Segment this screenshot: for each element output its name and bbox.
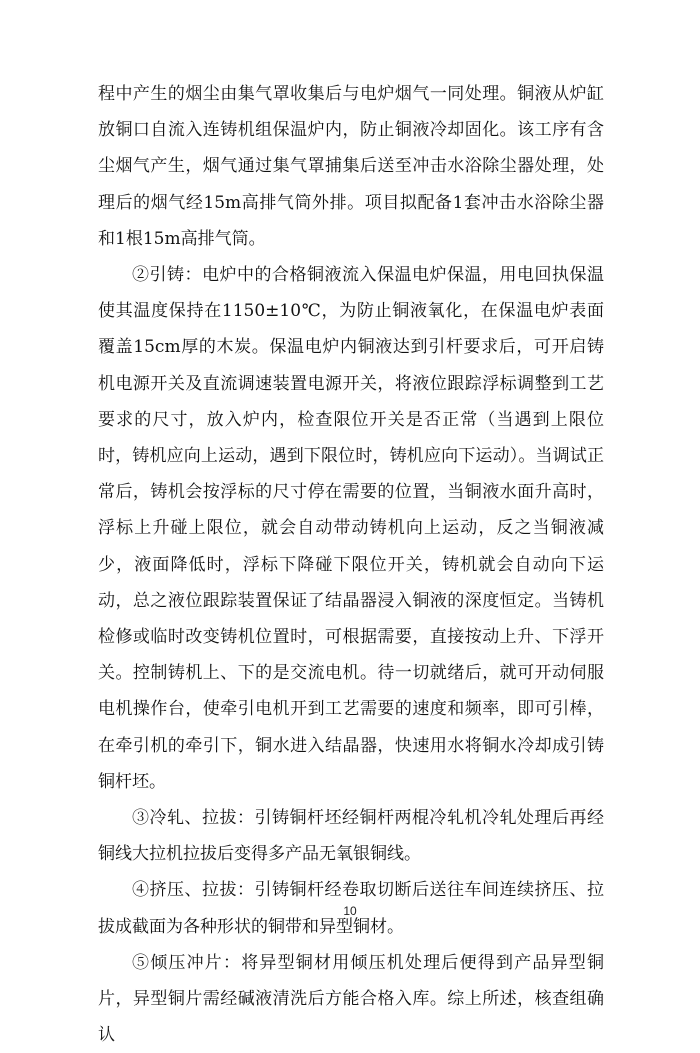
page-number: 10 — [343, 904, 357, 918]
paragraph-casting: ②引铸：电炉中的合格铜液流入保温电炉保温，用电回执保温使其温度保持在1150±10℃，为防止铜液氧化，在保温电炉表面覆盖15cm厚的木炭。保温电炉内铜液达到引杆要求后，可开启铸机电源开关及直流调速装置电源开关，将液位跟踪浮标调整到工艺要求的尺寸，放入炉内，检查限位开关是否正常（当遇到上限位时，铸机应向上运动，遇到下限位时，铸机应向下运动）。当调试正常后，铸机会按浮标的尺寸停在需要的位置，当铜液水面升高时，浮标上升碰上限位，就会自动带动铸机向上运动，反之当铜液减少，液面降低时，浮标下降碰下限位开关，铸机就会自动向下运动，总之液位跟踪装置保证了结晶器浸入铜液的深度恒定。当铸机检修或临时改变铸机位置时，可根据需要，直接按动上升、下浮开关。控制铸机上、下的是交流电机。待一切就绪后，就可开动伺服电机操作台，使牵引电机开到工艺需要的速度和频率，即可引棒，在牵引机的牵引下，铜水进入结晶器，快速用水将铜水冷却成引铸铜杆坯。 — [98, 265, 604, 792]
paragraph-0: 程中产生的烟尘由集气罩收集后与电炉烟气一同处理。铜液从炉缸放铜口自流入连铸机组保温炉内，防止铜液冷却固化。该工序有含尘烟气产生，烟气通过集气罩捕集后送至冲击水浴除尘器处理，处理后的烟气经15m高排气筒外排。项目拟配备1套冲击水浴除尘器和1根15m高排气筒。 — [98, 84, 604, 249]
paragraph-punching: ⑤倾压冲片：将异型铜材用倾压机处理后便得到产品异型铜片，异型铜片需经碱液清洗后方能合格入库。综上所述，核查组确认 — [98, 952, 604, 1046]
paragraph-extrusion: ④挤压、拉拔：引铸铜杆经卷取切断后送往车间连续挤压、拉拔成截面为各种形状的铜带和异型铜材。 — [98, 880, 604, 937]
paragraph-cold-rolling: ③冷轧、拉拔：引铸铜杆坯经铜杆两棍冷轧机冷轧处理后再经铜线大拉机拉拔后变得多产品无氧银铜线。 — [98, 808, 604, 865]
